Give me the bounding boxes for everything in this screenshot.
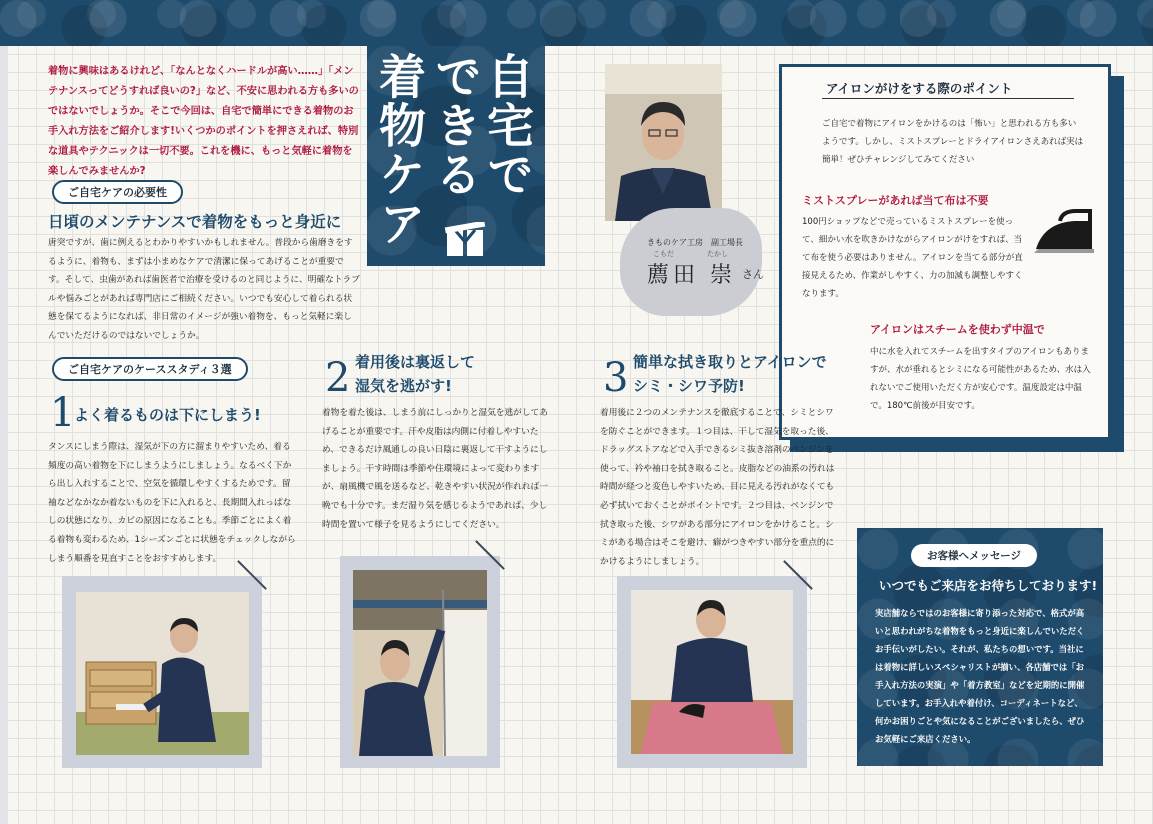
message-box <box>857 528 1103 766</box>
necessity-body: 唐突ですが、歯に例えるとわかりやすいかもしれません。普段から歯磨きをするように、着物も、まずは小まめなケアで清潔に保ってあげることが重要です。そして、虫歯があれば歯医者で治療を受けるのと同じように、明確なトラブルや悩みごとがあれば専門店にご相続ください。いつでも安心して着られる状態を保てるようになれば、非日常のイメージが強い着物を、もっと気軽に楽しんでいただけるのではないでしょうか。 <box>48 238 360 341</box>
ironing-box <box>779 64 1111 440</box>
message-heading: いつでもご来店をお待ちしております! <box>879 578 1098 593</box>
ironing-sub2-body: 中に水を入れてスチームを出すタイプのアイロンもありますが、水が垂れるとシミになる可能性があるため、水は入れないでご使用いただく方が安心です。温度設定は中温で。180℃前後が目安です。 <box>870 347 1091 411</box>
title-line-1: 自宅で <box>479 52 534 199</box>
title-block <box>367 46 545 266</box>
ironing-photo <box>631 590 793 754</box>
title-line-2: できる <box>427 52 482 199</box>
case-2-title-line1: 着用後は裏返して <box>355 353 476 371</box>
case-study-tag: ご自宅ケアのケーススタディ３選 <box>52 357 248 381</box>
profile-name: 薦田 崇 <box>647 263 736 288</box>
necessity-tag: ご自宅ケアの必要性 <box>52 180 183 204</box>
tansu-photo <box>76 592 249 755</box>
ironing-heading: アイロンがけをする際のポイント <box>826 81 1013 96</box>
top-banner <box>0 0 1153 46</box>
case-3-body: 着用後に２つのメンテナンスを徹底することで、シミとシワを防ぐことができます。１つ目は、干して湿気を取った後、ドラッグストアなどで入手できるシミ抜き溶剤のベンジンを使って、衿や袖口を拭き取ること。皮脂などの油系の汚れは時間が経つと変色しやすいため、目に見える汚れがなくても必ず拭いておくことがポイントです。２つ目は、ベンジンで拭き取った後、シワがある部分にアイロンをかけること。シミがある場合はそこを避け、癖がつきやすい部分を重点的にかけるようにしましょう。 <box>600 408 835 567</box>
case-3-title-line1: 簡単な拭き取りとアイロンで <box>633 353 827 371</box>
case-2-number: 2 <box>325 355 351 401</box>
ironing-sub2-heading: アイロンはスチームを使わず中温で <box>870 323 1045 336</box>
iron-icon <box>1032 209 1098 259</box>
hanging-photo <box>353 570 487 756</box>
ironing-intro: ご自宅で着物にアイロンをかけるのは「怖い」と思われる方も多いようです。しかし、ミストスプレーとドライアイロンさえあれば実は簡単！ぜひチャレンジしてみてください <box>822 119 1084 165</box>
case-2-title-line2: 湿気を逃がす! <box>355 377 452 395</box>
case-1-title: よく着るものは下にしまう! <box>74 406 261 424</box>
title-line-3: 着物ケア <box>371 52 426 248</box>
message-body: 実店舗ならではのお客様に寄り添った対応で、格式が高いと思われがちな着物をもっと身近に楽しんでいただくお手伝いがしたい。それが、私たちの想いです。当社には着物に詳しいスペシャリストが揃い、各店舗では「お手入れ方法の実演」や「着方教室」などを定期的に開催しています。お手入れや着付け、コーディネートなど、何かお困りごとや気になることがございましたら、ぜひお気軽にご来店ください。 <box>875 608 1085 744</box>
left-margin-strip <box>0 46 8 824</box>
profile-ruby-family: こもだ <box>653 250 674 258</box>
case-3-title-line2: シミ・シワ予防! <box>633 377 745 395</box>
message-tag: お客様へメッセージ <box>911 544 1037 567</box>
necessity-heading: 日頃のメンテナンスで着物をもっと身近に <box>48 213 342 231</box>
case-2-body: 着物を着た後は、しまう前にしっかりと湿気を逃がしてあげることが重要です。汗や皮脂は内側に付着しやすいため、できるだけ風通しの良い日陰に裏返して干すようにしましょう。干す時間は季節や住環境によって変わりますが、扇風機で風を送るなど、乾きやすい状況が作れれば一晩でも十分です。まだ湿り気を感じるようであれば、少し時間を置いて様子を見るようにしてください。 <box>322 408 548 530</box>
case-1-number: 1 <box>50 390 76 436</box>
case-1-body: タンスにしまう際は、湿気が下の方に溜まりやすいため、着る頻度の高い着物を下にしまうようにしましょう。なるべく下から出し入れすることで、空気を循環しやすくするためです。留袖などなかなか着ないものを下に入れると、長期間入れっぱなしの状態になり、カビの原因になることも。季節ごとによく着る着物も変わるため、1シーズンごとに状態をチェックしながらしまう順番を見直すことをおすすめします。 <box>48 442 296 564</box>
ironing-sub1-body: 100円ショップなどで売っているミストスプレーを使って、細かい水を吹きかけながらアイロンがけをすれば、当て布を使う必要はありません。アイロンを当てる部分が直接見えるため、作業がしやすく、力の加減も調整しやすくなります。 <box>802 217 1023 299</box>
profile-ruby-given: たかし <box>707 250 728 258</box>
portrait-photo <box>605 64 722 221</box>
profile-affiliation: きものケア工房 副工場長 <box>647 238 743 247</box>
intro-paragraph: 着物に興味はあるけれど、「なんとなくハードルが高い……」「メンテナンスってどうすれば良いの?」など、不安に思われる方も多いのではないでしょうか。そこで今回は、自宅で簡単にできる着物のお手入れ方法をご紹介します!いくつかのポイントを押さえれば、特別な道具やテクニックは一切不要。これを機に、もっと気軽に着物を楽しんでみませんか? <box>48 66 359 177</box>
ironing-sub1-heading: ミストスプレーがあれば当て布は不要 <box>802 194 989 207</box>
profile-honorific: さん <box>742 268 764 281</box>
case-3-number: 3 <box>603 355 629 401</box>
kimono-icon <box>441 222 491 264</box>
